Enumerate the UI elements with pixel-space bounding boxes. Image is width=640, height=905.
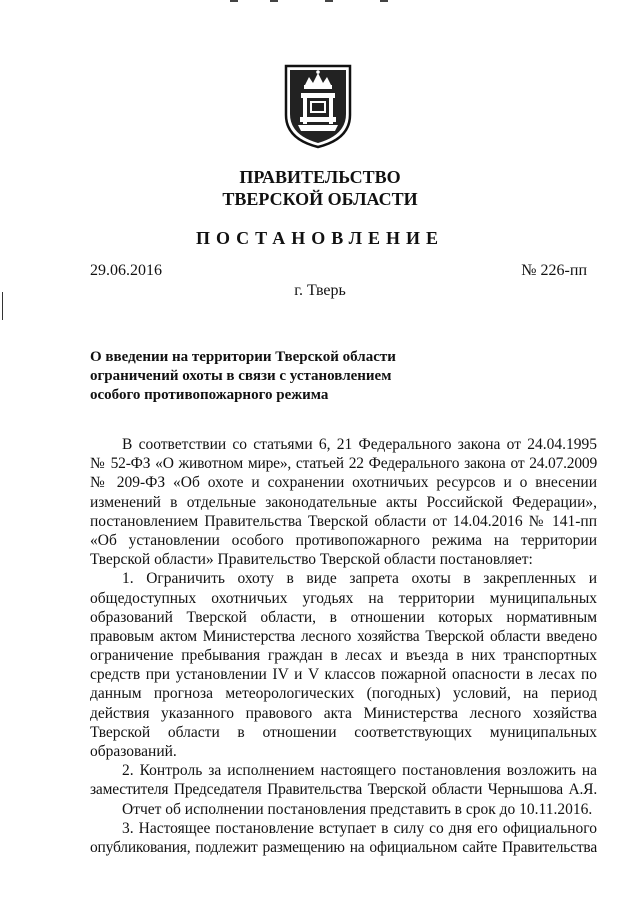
- subject-line: особого противопожарного режима: [90, 387, 329, 403]
- body-line: опубликования, подлежит размещению на официальном сайте Правительства: [90, 838, 597, 856]
- body-line: № 52-ФЗ «О животном мире», статьей 22 Федерального закона от 24.07.2009: [90, 455, 597, 473]
- body-line: «Об установлении особого противопожарного режима на территории: [90, 531, 597, 549]
- body-line: действия указанного правового акта Министерства лесного хозяйства: [90, 704, 597, 722]
- subject-line: О введении на территории Тверской области: [90, 349, 396, 365]
- body-line: № 209-ФЗ «Об охоте и сохранении охотничьих ресурсов и о внесении: [90, 474, 597, 492]
- document-number: № 226-пп: [521, 262, 587, 279]
- body-line: изменений в отдельные законодательные акты Российской Федерации»,: [90, 493, 597, 511]
- document-city: г. Тверь: [294, 282, 346, 299]
- tver-coat-of-arms-icon: [283, 63, 353, 149]
- body-line: Тверской области в отношении соответствующих муниципальных: [90, 723, 597, 741]
- body-line: 1. Ограничить охоту в виде запрета охоты в закрепленных и: [122, 570, 597, 588]
- org-name-line1: ПРАВИТЕЛЬСТВО: [239, 167, 401, 187]
- body-line: В соответствии со статьями 6, 21 Федерального закона от 24.04.1995: [122, 436, 597, 453]
- subject-line: ограничений охоты в связи с установлением: [90, 368, 392, 384]
- body-line: образований.: [90, 743, 177, 760]
- document-body: [90, 435, 597, 857]
- body-line: 3. Настоящее постановление вступает в силу со дня его официального: [122, 819, 597, 837]
- body-line: 2. Контроль за исполнением настоящего постановления возложить на: [122, 762, 597, 780]
- document-type: ПОСТАНОВЛЕНИЕ: [195, 228, 445, 248]
- org-name-line2: ТВЕРСКОЙ ОБЛАСТИ: [222, 189, 418, 209]
- body-line: средств при установлении IV и V классов пожарной опасности в лесах по: [90, 666, 597, 684]
- scan-artifacts: [230, 0, 410, 3]
- body-line: Отчет об исполнении постановления представить в срок до 10.11.2016.: [122, 800, 593, 818]
- body-line: Тверской области» Правительство Тверской области постановляет:: [90, 551, 533, 569]
- document-subject: [90, 348, 396, 405]
- body-line: общедоступных охотничьих угодьях на территории муниципальных: [90, 589, 597, 607]
- body-line: образований Тверской области, в отношении которых нормативным: [90, 608, 597, 626]
- body-line: заместителя Председателя Правительства Тверской области Чернышова А.Я.: [90, 781, 597, 799]
- body-line: постановлением Правительства Тверской области от 14.04.2016 № 141-пп: [90, 512, 597, 530]
- document-date: 29.06.2016: [90, 262, 162, 279]
- body-line: ограничение пребывания граждан в лесах и въезда в них транспортных: [90, 647, 597, 665]
- body-line: данным прогноза метеорологических (погодных) условий, на период: [90, 685, 597, 703]
- body-line: правовым актом Министерства лесного хозяйства Тверской области введено: [90, 627, 597, 645]
